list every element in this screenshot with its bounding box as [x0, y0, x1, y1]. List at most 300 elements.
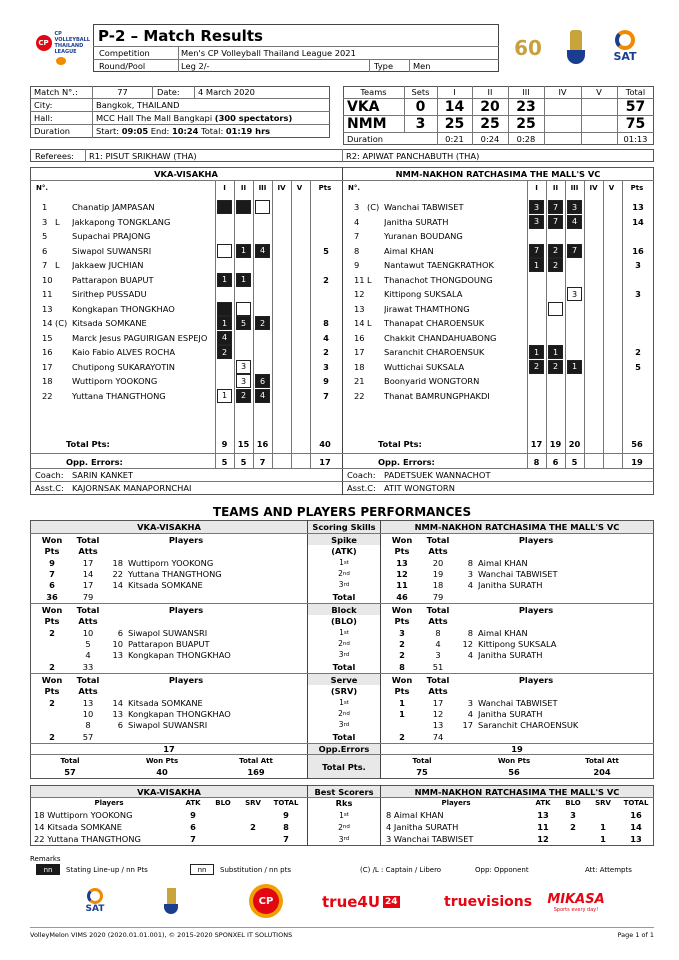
remarks-sub-text: Substitution / nn pts — [220, 865, 291, 874]
perf-atts-value: 13 — [82, 697, 94, 708]
best-teamA-title: VKA-VISAKHA — [31, 786, 307, 797]
lineup-col-line — [546, 180, 547, 468]
teamB-set3-header: III — [570, 184, 579, 192]
perf-player-no: 13 — [112, 708, 123, 719]
teamA-set1-square — [217, 244, 232, 258]
teamB-set3-square: 3 — [567, 287, 582, 301]
teamB-no-header: N°. — [348, 184, 361, 192]
type-value: Men — [413, 60, 431, 71]
perf-players-header: Players — [518, 604, 554, 615]
best-rks-header: Rks — [335, 797, 353, 808]
perf-won-value: 11 — [396, 579, 408, 590]
best-A-header: TOTAL — [273, 798, 299, 807]
performances-title: TEAMS AND PLAYERS PERFORMANCES — [212, 504, 472, 519]
perf-player-no: 8 — [467, 557, 473, 568]
league-logo: CP CP VOLLEYBALL THAILAND LEAGUE — [34, 31, 88, 65]
perf-atts-value: 13 — [432, 719, 444, 730]
teamB-player-no: 9 — [354, 260, 360, 270]
perf-player-name: Siwapol SUWANSRI — [128, 719, 208, 730]
perf-won-header: Won — [391, 674, 413, 685]
teamA-total-set2: 15 — [237, 439, 250, 449]
teamB-tot-value: 56 — [508, 767, 520, 777]
referee-2: R2: APIWAT PANCHABUTH (THA) — [346, 150, 480, 161]
perf-won-value: 2 — [399, 649, 405, 660]
teamA-player-no: 3 — [42, 216, 48, 227]
score-set4-header: IV — [558, 87, 567, 97]
teamB-set1-square: 3 — [529, 200, 544, 214]
best-A-cell: 6 — [190, 822, 196, 832]
score-sets-won-1: 3 — [415, 115, 426, 132]
teamB-set2-header: II — [552, 184, 559, 192]
teamB-total-set3: 20 — [568, 439, 581, 449]
perf-won-header: Won — [391, 534, 413, 545]
teamB-opp-set5 — [602, 455, 621, 469]
teamB-player-no: 11 — [354, 274, 365, 285]
lineup-col-line — [603, 180, 604, 468]
remarks-opp-text: Opp: Opponent — [475, 865, 529, 874]
teamA-set1-square: 4 — [217, 331, 232, 345]
score-set5-row-1 — [581, 115, 617, 132]
remarks-att-text: Att: Attempts — [585, 865, 632, 874]
score-set1-row-0: 14 — [444, 98, 465, 115]
best-A-cell: 7 — [190, 834, 196, 844]
best-B-cell: 3 — [570, 810, 576, 820]
teamB-set2-square — [548, 302, 563, 316]
teamA-player-no: 15 — [42, 332, 53, 343]
teamA-set2-square: 2 — [236, 389, 251, 403]
perf-rank: 1 st — [339, 628, 349, 637]
teamA-set2-square — [236, 200, 251, 214]
perf-atts-value: 5 — [85, 638, 91, 649]
total-duration: 01:13 — [623, 133, 648, 144]
teamA-set1-square — [217, 200, 232, 214]
teamA-no-header: N°. — [36, 184, 49, 192]
city-label: City: — [34, 99, 53, 110]
referees-label: Referees: — [35, 150, 75, 161]
best-A-header: ATK — [185, 798, 201, 807]
cp-sponsor-logo: CP — [249, 884, 283, 918]
perf-won-value: 2 — [49, 697, 55, 708]
teamA-player-pts — [313, 200, 339, 214]
teamA-set4-header: IV — [277, 184, 286, 192]
teamB-opp-set3: 5 — [571, 457, 578, 467]
teamB-player-pts — [625, 316, 651, 330]
perf-total-header: Total — [426, 534, 450, 545]
teamB-player-name: Thanat BAMRUNGPHAKDI — [384, 390, 490, 401]
teamB-set1-square: 1 — [529, 258, 544, 272]
best-B-header: TOTAL — [623, 798, 649, 807]
perf-atts-value: 10 — [82, 708, 94, 719]
perf-atts-value: 18 — [432, 579, 444, 590]
teamA-total-set5 — [290, 437, 309, 451]
teamA-set2-square: 5 — [236, 316, 251, 330]
perf-atts-value: 4 — [435, 638, 441, 649]
teamA-player-no: 22 — [42, 390, 53, 401]
perf-won-value: 2 — [399, 638, 405, 649]
teamB-set3-square: 3 — [567, 200, 582, 214]
teamA-player-name: Kitsada SOMKANE — [72, 318, 147, 328]
perf-skill-code: (ATK) — [331, 545, 357, 556]
best-A-header: BLO — [215, 798, 231, 807]
teamB-total-set1: 17 — [530, 439, 543, 449]
perf-won-total: 2 — [49, 661, 55, 672]
teamA-player-pts: 9 — [323, 376, 329, 386]
teamA-player-name: Pattarapon BUAPUT — [72, 274, 154, 285]
teamA-player-pts: 2 — [323, 347, 329, 357]
nsdf-logo — [565, 26, 587, 68]
lineup-col-line — [565, 180, 566, 468]
teamA-set2-square: 3 — [236, 374, 251, 388]
perf-won-total: 8 — [399, 661, 405, 672]
teamA-coach-label: Coach: — [35, 469, 64, 480]
teamB-set1-square: 2 — [529, 360, 544, 374]
perf-total-header: Total — [76, 534, 100, 545]
teamA-player-pts — [313, 302, 339, 316]
perf-player-name: Kitsada SOMKANE — [128, 579, 203, 590]
best-rank: 1 st — [339, 810, 349, 820]
teamA-player-pts — [313, 258, 339, 272]
perf-atts-header: Atts — [428, 685, 448, 696]
score-set2-row-0: 20 — [480, 98, 500, 115]
best-A-header: SRV — [245, 798, 261, 807]
score-teams-header: Teams — [360, 87, 387, 97]
perf-won-header: Won — [41, 604, 63, 615]
teamB-set3-square: 1 — [567, 360, 582, 374]
score-sets-won-0: 0 — [415, 98, 426, 115]
round-value: Leg 2/- — [181, 60, 210, 71]
teamA-player-no: 18 — [42, 376, 53, 386]
mikasa-logo: MIKASA Sports every day! — [547, 891, 605, 913]
perf-player-no: 3 — [467, 697, 473, 708]
teamB-player-name: Chakkit CHANDAHUABONG — [384, 332, 497, 343]
perf-atts-header: Atts — [428, 545, 448, 556]
perf-won-value — [35, 719, 69, 730]
teamB-player-no: 8 — [354, 245, 360, 256]
teamB-asst-label: Asst.C: — [347, 483, 376, 493]
teamB-player-pts: 16 — [632, 245, 644, 256]
score-team-1: NMM — [347, 115, 387, 132]
perf-player-name: Saranchit CHAROENSUK — [478, 719, 579, 730]
best-B-cell: 14 — [630, 822, 642, 832]
perf-pts-header: Pts — [394, 685, 410, 696]
teamB-opp-set4 — [584, 455, 603, 469]
best-A-cell: 2 — [250, 822, 256, 832]
perf-atts-value: 8 — [435, 627, 441, 638]
perf-won-total: 2 — [49, 731, 55, 742]
opp-errors-label: Opp.Errors — [308, 744, 380, 754]
perf-player-name: Kongkapan THONGKHAO — [128, 708, 231, 719]
teamA-player-pts: 3 — [323, 361, 329, 372]
perf-player-no: 18 — [112, 557, 123, 568]
teamA-player-name: Chanatip JAMPASAN — [72, 202, 155, 212]
perf-total-label: Total — [332, 661, 356, 672]
lineup-col-line — [584, 180, 585, 468]
best-B-cell — [558, 833, 588, 845]
best-A-cell — [238, 833, 268, 845]
remarks-start-text: Stating Line-up / nn Pts — [66, 865, 148, 874]
teamB-player-name: Wuttichai SUKSALA — [384, 361, 465, 372]
perf-atts-value: 17 — [82, 579, 94, 590]
teamB-set1-square: 1 — [529, 345, 544, 359]
teamA-set2-square: 1 — [236, 273, 251, 287]
perf-atts-value: 10 — [82, 627, 94, 638]
truevisions-logo: truevisions — [444, 894, 533, 910]
perf-rank: 2 nd — [338, 569, 350, 578]
score-set3-row-0: 23 — [516, 98, 536, 115]
perf-won-value: 3 — [399, 627, 405, 638]
best-A-cell — [208, 833, 238, 845]
teamA-set3-square: 6 — [255, 374, 270, 388]
score-set4-row-0 — [544, 98, 581, 115]
perf-atts-header: Atts — [78, 685, 98, 696]
teamB-total-set2: 19 — [549, 439, 562, 449]
perf-pts-header: Pts — [44, 615, 60, 626]
teamB-player-no: 4 — [354, 216, 360, 227]
referee-1: R1: PISUT SRIKHAW (THA) — [89, 150, 197, 161]
teamA-player-name: Jakkaew JUCHIAN — [72, 260, 144, 270]
teamA-lineup-title: VKA-VISAKHA — [154, 168, 218, 179]
perf-teamA-title: VKA-VISAKHA — [31, 521, 307, 533]
teamB-player-name: Saranchit CHAROENSUK — [384, 347, 485, 357]
perf-won-value: 2 — [49, 627, 55, 638]
teamB-set4-header: IV — [589, 184, 598, 192]
lineup-row-line — [30, 453, 342, 454]
best-rank: 3 rd — [338, 834, 350, 844]
teamB-total-label: Total Pts: — [378, 439, 422, 449]
perf-player-name: Wuttiporn YOOKONG — [128, 557, 214, 568]
perf-players-header: Players — [518, 534, 554, 545]
perf-player-no: 3 — [467, 568, 473, 579]
perf-rank: 2 nd — [338, 709, 350, 718]
best-B-cell: 16 — [630, 810, 642, 820]
teamA-opp-set3: 7 — [259, 457, 266, 467]
teamB-pts-header: Pts — [630, 184, 644, 192]
remarks-sub-key: nn — [190, 864, 214, 875]
duration-label: Duration — [34, 126, 71, 136]
perf-skill-name: Serve — [308, 674, 380, 685]
score-duration-label: Duration — [347, 133, 384, 144]
teamB-set1-header: I — [535, 184, 538, 192]
perf-atts-value: 14 — [82, 568, 94, 579]
score-total-header: Total — [625, 87, 646, 97]
best-A-cell: 9 — [283, 810, 289, 820]
score-set1-row-1: 25 — [444, 115, 465, 132]
teamB-opp-sum: 19 — [631, 457, 643, 467]
teamB-player-name: Jirawat THAMTHONG — [384, 303, 470, 314]
best-B-header: ATK — [535, 798, 551, 807]
teamA-player-pts — [313, 287, 339, 301]
best-B-header: BLO — [565, 798, 581, 807]
perf-won-value: 1 — [399, 708, 405, 719]
teamA-player-name: Marck Jesus PAGUIRIGAN ESPEJO — [72, 332, 208, 343]
teamB-player-pts — [625, 273, 651, 287]
city-value: Bangkok, THAILAND — [96, 99, 180, 110]
competition-label: Competition — [99, 47, 150, 58]
perf-total-header: Total — [76, 674, 100, 685]
perf-won-value: 7 — [49, 568, 55, 579]
perf-player-name: Wanchai TABWISET — [478, 568, 558, 579]
teamB-total-set4 — [584, 437, 603, 451]
perf-won-header: Won — [41, 674, 63, 685]
perf-player-no: 13 — [112, 649, 123, 660]
score-set2-row-1: 25 — [480, 115, 500, 132]
teamB-player-pts: 2 — [635, 347, 641, 357]
teamB-player-name: Boonyarid WONGTORN — [384, 376, 480, 386]
best-B-cell: 12 — [537, 834, 549, 844]
perf-won-total: 2 — [399, 731, 405, 742]
perf-atts-total: 79 — [432, 591, 444, 602]
set2-duration: 0:24 — [480, 133, 500, 144]
teamB-player-pts — [625, 374, 651, 388]
teamA-total-set1: 9 — [221, 439, 228, 449]
teamB-player-pts — [625, 331, 651, 345]
best-A-cell — [238, 809, 268, 821]
teamA-player-name: Sirithep PUSSADU — [72, 289, 147, 299]
teamB-player-no: 3 — [354, 202, 360, 212]
teamA-player-no: 6 — [42, 245, 48, 256]
score-set4-row-1 — [544, 115, 581, 132]
teamB-tot-header: Total — [412, 757, 432, 765]
teamB-player-name: Wanchai TABWISET — [384, 202, 464, 212]
perf-pts-header: Pts — [44, 685, 60, 696]
best-A-header: Players — [94, 798, 124, 807]
score-set5-row-0 — [581, 98, 617, 115]
teamA-player-name: Kongkapan THONGKHAO — [72, 303, 175, 314]
perf-player-no: 12 — [462, 638, 473, 649]
teamA-player-name: Yuttana THANGTHONG — [72, 390, 166, 401]
teamA-opp-label: Opp. Errors: — [66, 457, 123, 467]
teamA-player-pts — [313, 215, 339, 229]
perf-player-no: 17 — [462, 719, 473, 730]
perf-player-name: Kongkapan THONGKHAO — [128, 649, 231, 660]
teamB-set3-square: 7 — [567, 244, 582, 258]
score-total-0: 57 — [625, 98, 646, 115]
teamA-opp-set4 — [272, 455, 291, 469]
perf-atts-total: 51 — [432, 661, 444, 672]
teamA-set2-square: 3 — [236, 360, 251, 374]
score-total-1: 75 — [625, 115, 646, 132]
teamB-total-set5 — [602, 437, 621, 451]
teamA-pts-header: Pts — [318, 184, 332, 192]
perf-player-no: 10 — [112, 638, 123, 649]
sat-sponsor-logo: SAT — [76, 884, 114, 918]
teamA-asst-label: Asst.C: — [35, 483, 64, 493]
perf-player-name: Kitsada SOMKANE — [128, 697, 203, 708]
perf-won-value: 12 — [396, 568, 408, 579]
teamA-player-pts: 8 — [323, 318, 329, 328]
perf-atts-value: 20 — [432, 557, 444, 568]
match-no-label: Match N°.: — [34, 87, 78, 97]
lineup-col-line — [272, 180, 273, 468]
teamA-player-name: Jakkapong TONGKLANG — [72, 216, 171, 227]
perf-skills-title: Scoring Skills — [308, 521, 380, 533]
teamA-total-label: Total Pts: — [66, 439, 110, 449]
teamA-set3-square — [255, 200, 270, 214]
perf-skill-name: Block — [308, 604, 380, 615]
perf-player-name: Janitha SURATH — [478, 649, 543, 660]
teamA-player-name: Wuttiporn YOOKONG — [72, 376, 158, 386]
teamB-total-sum: 56 — [631, 439, 643, 449]
teamB-coach: PADETSUEK WANNACHOT — [384, 469, 491, 480]
teamB-player-name: Thanachot THONGDOUNG — [384, 274, 493, 285]
perf-won-value: 9 — [49, 557, 55, 568]
teamA-tot-value: 169 — [247, 767, 265, 777]
perf-atts-header: Atts — [428, 615, 448, 626]
perf-atts-total: 74 — [432, 731, 444, 742]
perf-won-value: 13 — [396, 557, 408, 568]
perf-won-header: Won — [41, 534, 63, 545]
teamB-player-no: 21 — [354, 376, 365, 386]
teamA-asst: KAJORNSAK MANAPORNCHAI — [72, 483, 192, 493]
teamA-total-set4 — [272, 437, 291, 451]
teamB-asst: ATIT WONGTORN — [384, 483, 455, 493]
perf-total-header: Total — [76, 604, 100, 615]
teamA-player-no: 5 — [42, 231, 48, 241]
remarks-start-key: nn — [36, 864, 60, 875]
duration-value: Start: 09:05 End: 10:24 Total: 01:19 hrs — [96, 126, 271, 136]
teamB-player-no: 17 — [354, 347, 365, 357]
best-B-cell: 3 Wanchai TABWISET — [386, 834, 474, 844]
teamA-tot-header: Won Pts — [145, 757, 179, 765]
teamA-player-role: L — [55, 260, 60, 270]
perf-rank: 3 rd — [338, 720, 350, 729]
perf-atts-value: 17 — [82, 557, 94, 568]
teamB-player-pts: 5 — [635, 361, 641, 372]
perf-pts-header: Pts — [394, 615, 410, 626]
teamB-set2-square: 2 — [548, 244, 563, 258]
perf-atts-total: 79 — [82, 591, 94, 602]
perf-player-no: 14 — [112, 579, 123, 590]
best-B-cell: 13 — [630, 834, 642, 844]
teamB-player-no: 16 — [354, 332, 365, 343]
teamB-player-role: L — [367, 274, 372, 285]
teamA-set1-square: 1 — [217, 389, 232, 403]
teamA-set3-square: 4 — [255, 244, 270, 258]
teamB-player-pts: 3 — [635, 260, 641, 270]
teamA-total-set3: 16 — [256, 439, 269, 449]
best-A-cell — [208, 809, 238, 821]
perf-atts-value: 17 — [432, 697, 444, 708]
perf-atts-value: 19 — [432, 568, 444, 579]
teamA-set2-header: II — [240, 184, 247, 192]
teamB-set2-square: 1 — [548, 345, 563, 359]
perf-atts-total: 33 — [82, 661, 94, 672]
perf-total-label: Total — [332, 591, 356, 602]
teamA-set1-square: 1 — [217, 316, 232, 330]
perf-player-name: Siwapol SUWANSRI — [128, 627, 208, 638]
best-B-cell: 1 — [600, 834, 606, 844]
footer-page: Page 1 of 1 — [617, 931, 654, 939]
perf-player-name: Wanchai TABWISET — [478, 697, 558, 708]
perf-players-header: Players — [518, 674, 554, 685]
lineup-row-line — [342, 453, 654, 454]
perf-atts-value: 12 — [432, 708, 444, 719]
best-B-cell: 2 — [570, 822, 576, 832]
teamA-set5-header: V — [296, 184, 303, 192]
perf-atts-value: 3 — [435, 649, 441, 660]
teamB-player-pts — [625, 389, 651, 403]
match-no-value: 77 — [117, 87, 128, 97]
perf-total-label: Total — [332, 731, 356, 742]
date-label: Date: — [157, 87, 180, 97]
teamA-player-role: (C) — [55, 318, 68, 328]
perf-player-no: 6 — [117, 719, 123, 730]
teamB-tot-value: 204 — [593, 767, 611, 777]
footer-credit: VolleyMelon VIMS 2020 (2020.01.01.001), © 2015-2020 SPONXEL IT SOLUTIONS — [30, 931, 293, 939]
remarks-captain-text: (C) /L : Captain / Libero — [360, 865, 442, 874]
perf-skill-code: (SRV) — [330, 685, 358, 696]
teamB-player-role: L — [367, 318, 372, 328]
